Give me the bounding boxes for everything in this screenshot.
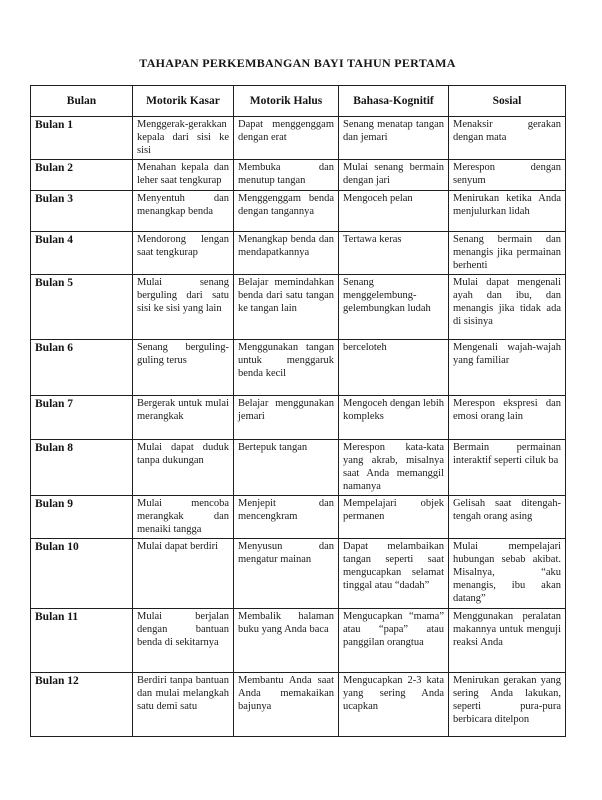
cell-sosial: Menirukan gerakan yang sering Anda lakukan, seperti pura-pura berbicara ditelpon bbox=[449, 673, 566, 737]
cell-motorik-kasar: Mulai dapat berdiri bbox=[133, 539, 234, 609]
development-table bbox=[30, 85, 566, 737]
cell-motorik-kasar: Bergerak untuk mulai merangkak bbox=[133, 396, 234, 440]
cell-motorik-halus: Membuka dan menutup tangan bbox=[234, 160, 339, 191]
cell-sosial: Menirukan ketika Anda menjulurkan lidah bbox=[449, 191, 566, 232]
cell-motorik-kasar: Berdiri tanpa bantuan dan mulai melangkah satu demi satu bbox=[133, 673, 234, 737]
cell-motorik-halus: Membalik halaman buku yang Anda baca bbox=[234, 609, 339, 673]
cell-motorik-halus: Membantu Anda saat Anda memakaikan bajunya bbox=[234, 673, 339, 737]
cell-motorik-kasar: Mulai mencoba merangkak dan menaiki tangga bbox=[133, 496, 234, 539]
cell-bahasa-kognitif: Senang menggelembung-gelembungkan ludah bbox=[339, 275, 449, 340]
cell-motorik-kasar: Mulai berjalan dengan bantuan benda di sekitarnya bbox=[133, 609, 234, 673]
cell-bahasa-kognitif: Tertawa keras bbox=[339, 232, 449, 275]
cell-bahasa-kognitif: Mengucapkan “mama” atau “papa” atau panggilan orangtua bbox=[339, 609, 449, 673]
row-label: Bulan 12 bbox=[31, 673, 133, 737]
table-row-bulan-8 bbox=[31, 440, 566, 496]
cell-motorik-halus: Menjepit dan mencengkram bbox=[234, 496, 339, 539]
cell-motorik-kasar: Menggerak-gerakkan kepala dari sisi ke sisi bbox=[133, 117, 234, 160]
row-label: Bulan 10 bbox=[31, 539, 133, 609]
cell-motorik-halus: Bertepuk tangan bbox=[234, 440, 339, 496]
cell-motorik-kasar: Menyentuh dan menangkap benda bbox=[133, 191, 234, 232]
table-row-bulan-7 bbox=[31, 396, 566, 440]
row-label: Bulan 4 bbox=[31, 232, 133, 275]
table-row-bulan-6 bbox=[31, 340, 566, 396]
table-row-bulan-1 bbox=[31, 117, 566, 160]
cell-sosial: Menaksir gerakan dengan mata bbox=[449, 117, 566, 160]
cell-bahasa-kognitif: Senang menatap tangan dan jemari bbox=[339, 117, 449, 160]
cell-motorik-halus: Belajar menggunakan jemari bbox=[234, 396, 339, 440]
row-label: Bulan 7 bbox=[31, 396, 133, 440]
cell-sosial: Gelisah saat ditengah-tengah orang asing bbox=[449, 496, 566, 539]
cell-sosial: Mulai dapat mengenali ayah dan ibu, dan menangis jika tidak ada di sisinya bbox=[449, 275, 566, 340]
table-row-bulan-2 bbox=[31, 160, 566, 191]
row-label: Bulan 2 bbox=[31, 160, 133, 191]
cell-sosial: Menggunakan peralatan makannya untuk menguji reaksi Anda bbox=[449, 609, 566, 673]
cell-bahasa-kognitif: Mengoceh dengan lebih kompleks bbox=[339, 396, 449, 440]
cell-bahasa-kognitif: Mulai senang bermain dengan jari bbox=[339, 160, 449, 191]
row-label: Bulan 6 bbox=[31, 340, 133, 396]
cell-sosial: Mengenali wajah-wajah yang familiar bbox=[449, 340, 566, 396]
cell-bahasa-kognitif: Mempelajari objek permanen bbox=[339, 496, 449, 539]
column-header-motorik-kasar: Motorik Kasar bbox=[133, 86, 234, 117]
cell-motorik-kasar: Mulai senang berguling dari satu sisi ke sisi yang lain bbox=[133, 275, 234, 340]
cell-motorik-kasar: Mendorong lengan saat tengkurap bbox=[133, 232, 234, 275]
cell-sosial: Merespon ekspresi dan emosi orang lain bbox=[449, 396, 566, 440]
row-label: Bulan 5 bbox=[31, 275, 133, 340]
cell-bahasa-kognitif: Merespon kata-kata yang akrab, misalnya saat Anda memanggil namanya bbox=[339, 440, 449, 496]
table-row-bulan-10 bbox=[31, 539, 566, 609]
column-header-motorik-halus: Motorik Halus bbox=[234, 86, 339, 117]
row-label: Bulan 1 bbox=[31, 117, 133, 160]
row-label: Bulan 9 bbox=[31, 496, 133, 539]
cell-motorik-halus: Menggenggam benda dengan tangannya bbox=[234, 191, 339, 232]
table-row-bulan-3 bbox=[31, 191, 566, 232]
cell-bahasa-kognitif: berceloteh bbox=[339, 340, 449, 396]
table-row-bulan-11 bbox=[31, 609, 566, 673]
row-label: Bulan 8 bbox=[31, 440, 133, 496]
cell-motorik-halus: Menggunakan tangan untuk menggaruk benda kecil bbox=[234, 340, 339, 396]
table-row-bulan-12 bbox=[31, 673, 566, 737]
cell-bahasa-kognitif: Mengoceh pelan bbox=[339, 191, 449, 232]
cell-sosial: Senang bermain dan menangis jika permainan berhenti bbox=[449, 232, 566, 275]
cell-sosial: Bermain permainan interaktif seperti ciluk ba bbox=[449, 440, 566, 496]
table-header-row bbox=[31, 86, 566, 117]
cell-motorik-halus: Dapat menggenggam dengan erat bbox=[234, 117, 339, 160]
cell-bahasa-kognitif: Dapat melambaikan tangan seperti saat mengucapkan selamat tinggal atau “dadah” bbox=[339, 539, 449, 609]
cell-motorik-kasar: Senang berguling-guling terus bbox=[133, 340, 234, 396]
cell-motorik-kasar: Mulai dapat duduk tanpa dukungan bbox=[133, 440, 234, 496]
row-label: Bulan 3 bbox=[31, 191, 133, 232]
document-title: TAHAPAN PERKEMBANGAN BAYI TAHUN PERTAMA bbox=[139, 56, 456, 70]
cell-bahasa-kognitif: Mengucapkan 2-3 kata yang sering Anda ucapkan bbox=[339, 673, 449, 737]
cell-motorik-halus: Belajar memindahkan benda dari satu tangan ke tangan lain bbox=[234, 275, 339, 340]
row-label: Bulan 11 bbox=[31, 609, 133, 673]
cell-sosial: Mulai mempelajari hubungan sebab akibat. Misalnya, “aku menangis, ibu akan datang” bbox=[449, 539, 566, 609]
cell-motorik-halus: Menyusun dan mengatur mainan bbox=[234, 539, 339, 609]
table-row-bulan-4 bbox=[31, 232, 566, 275]
table-row-bulan-9 bbox=[31, 496, 566, 539]
column-header-bulan: Bulan bbox=[31, 86, 133, 117]
table-row-bulan-5 bbox=[31, 275, 566, 340]
cell-motorik-kasar: Menahan kepala dan leher saat tengkurap bbox=[133, 160, 234, 191]
cell-sosial: Merespon dengan senyum bbox=[449, 160, 566, 191]
cell-motorik-halus: Menangkap benda dan mendapatkannya bbox=[234, 232, 339, 275]
column-header-sosial: Sosial bbox=[449, 86, 566, 117]
column-header-bahasa-kognitif: Bahasa-Kognitif bbox=[339, 86, 449, 117]
